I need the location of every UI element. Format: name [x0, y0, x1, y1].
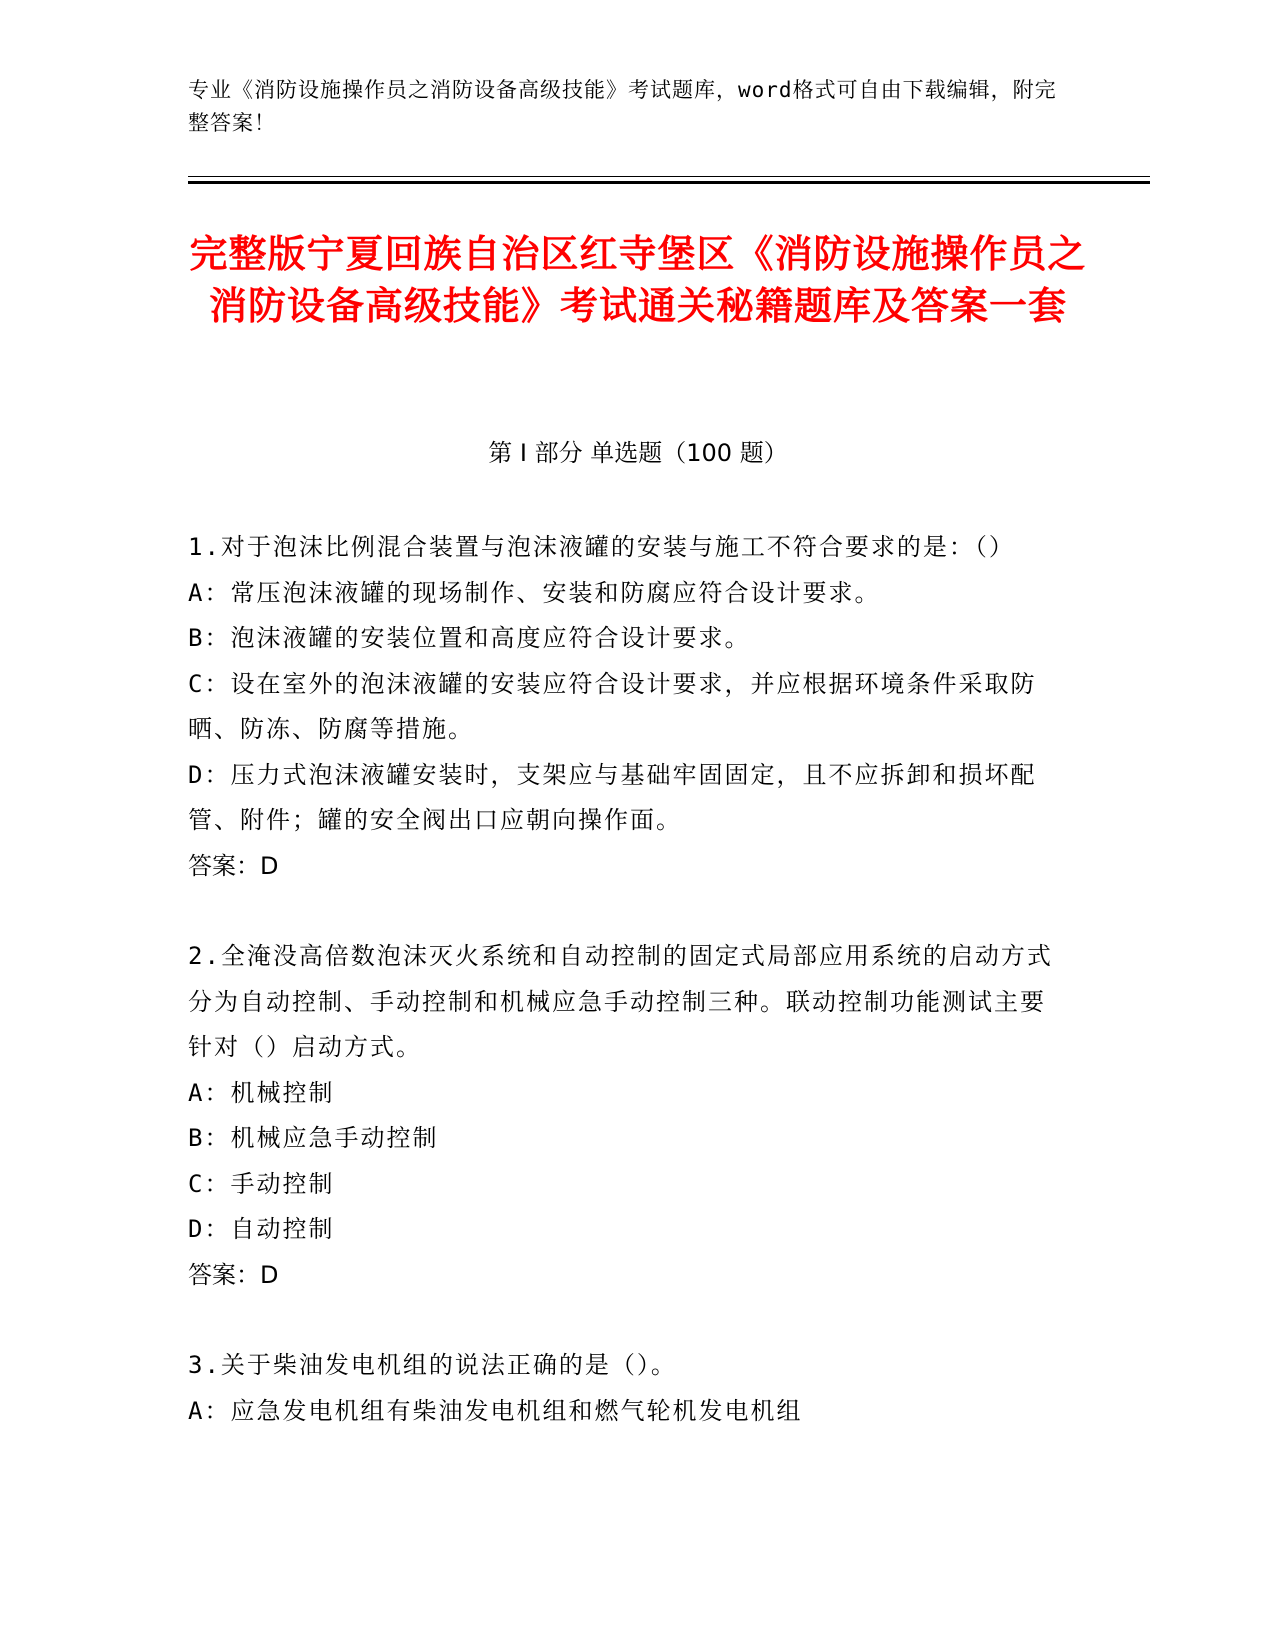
option-d	[188, 1207, 1068, 1253]
option-text: 机械控制	[230, 1078, 335, 1107]
option-key: C：	[188, 1169, 231, 1198]
option-b	[188, 616, 1068, 662]
option-a	[188, 1389, 1068, 1435]
option-key: A：	[188, 1078, 231, 1107]
answer-value: D	[260, 1260, 279, 1289]
option-text: 自动控制	[230, 1215, 335, 1243]
option-c	[188, 1162, 1068, 1208]
answer-line	[188, 844, 1068, 890]
option-a	[188, 1071, 1068, 1117]
option-text: 设在室外的泡沫液罐的安装应符合设计要求，并应根据环境条件采取防晒、防冻、防腐等措施。	[188, 669, 1037, 743]
option-key: D：	[188, 760, 231, 789]
option-d	[188, 753, 1068, 844]
answer-label: 答案：	[188, 851, 260, 880]
option-key: B：	[188, 624, 231, 652]
question-3	[188, 1343, 1068, 1434]
answer-line	[188, 1253, 1068, 1299]
answer-value: D	[260, 851, 279, 880]
option-c	[188, 662, 1068, 753]
question-list	[188, 525, 1068, 1479]
header-divider-thick	[188, 181, 1150, 184]
option-key: A：	[188, 1396, 231, 1425]
option-key: C：	[188, 669, 231, 698]
section-title: 第 I 部分 单选题（100 题）	[488, 439, 788, 467]
question-stem: 1.对于泡沫比例混合装置与泡沫液罐的安装与施工不符合要求的是：（）	[188, 533, 1015, 561]
option-key: D：	[188, 1215, 231, 1243]
option-text: 压力式泡沫液罐安装时，支架应与基础牢固固定，且不应拆卸和损坏配管、附件；罐的安全阀出口应朝向操作面。	[188, 760, 1037, 834]
option-text: 常压泡沫液罐的现场制作、安装和防腐应符合设计要求。	[230, 578, 881, 607]
question-1	[188, 525, 1068, 889]
option-key: B：	[188, 1124, 231, 1152]
option-key: A：	[188, 578, 231, 607]
header-divider-thin	[188, 176, 1150, 177]
option-a	[188, 571, 1068, 617]
question-2	[188, 934, 1068, 1298]
answer-label: 答案：	[188, 1260, 260, 1289]
question-stem: 2.全淹没高倍数泡沫灭火系统和自动控制的固定式局部应用系统的启动方式分为自动控制、手动控制和机械应急手动控制三种。联动控制功能测试主要针对（）启动方式。	[188, 942, 1053, 1061]
option-text: 应急发电机组有柴油发电机组和燃气轮机发电机组	[230, 1396, 803, 1425]
option-text: 手动控制	[230, 1169, 335, 1198]
question-stem: 3.关于柴油发电机组的说法正确的是（）。	[188, 1351, 677, 1379]
document-title: 完整版宁夏回族自治区红寺堡区《消防设施操作员之消防设备高级技能》考试通关秘籍题库及答案一套	[189, 232, 1087, 328]
header-note: 专业《消防设施操作员之消防设备高级技能》考试题库，word格式可自由下载编辑，附完整答案！	[188, 78, 1057, 135]
option-b	[188, 1116, 1068, 1162]
option-text: 机械应急手动控制	[230, 1124, 439, 1152]
option-text: 泡沫液罐的安装位置和高度应符合设计要求。	[230, 624, 751, 652]
